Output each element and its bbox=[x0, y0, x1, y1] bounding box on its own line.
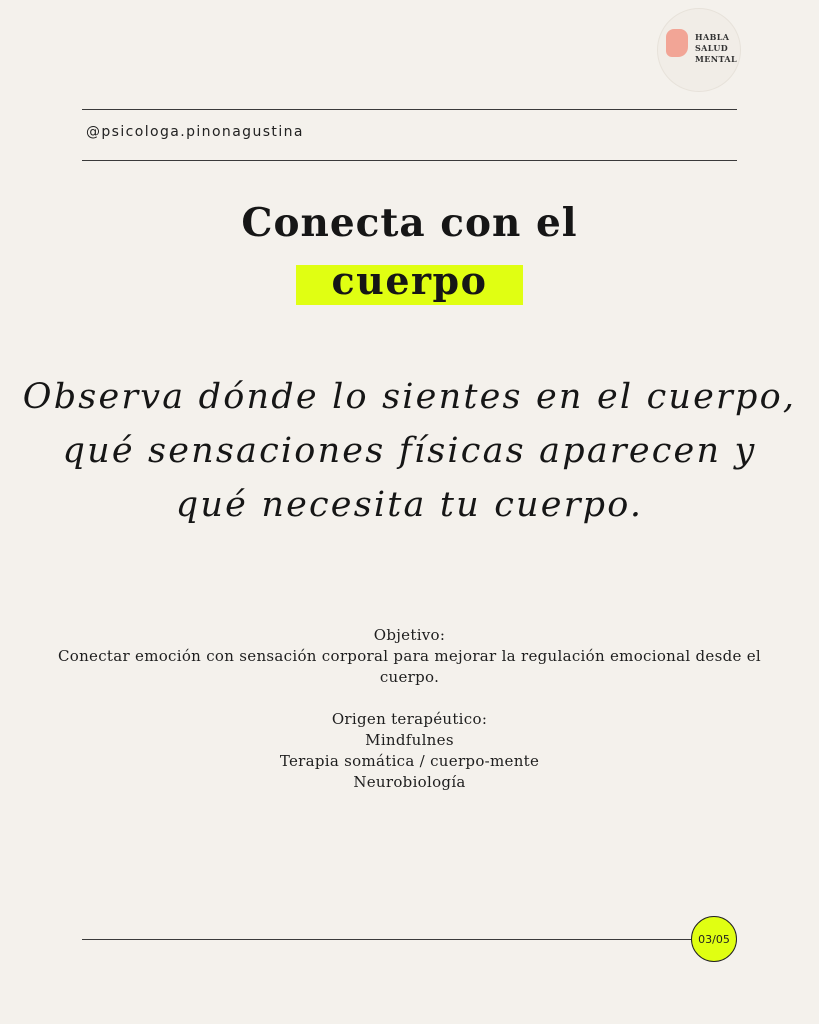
author-handle: @psicologa.pinonagustina bbox=[86, 124, 304, 140]
logo-line: HABLA bbox=[695, 32, 730, 42]
page-indicator: 03/05 bbox=[691, 916, 737, 962]
page-title: Conecta con el bbox=[241, 200, 578, 246]
footer-divider bbox=[82, 939, 694, 940]
origin-item: Neurobiología bbox=[353, 773, 466, 791]
head-silhouette-icon bbox=[666, 29, 688, 57]
header-divider bbox=[82, 160, 737, 161]
highlighted-word: cuerpo bbox=[331, 258, 488, 303]
logo-text bbox=[695, 32, 737, 65]
top-divider bbox=[82, 109, 737, 110]
logo-line: MENTAL bbox=[695, 54, 738, 64]
info-block bbox=[40, 625, 779, 793]
logo-line: SALUD bbox=[695, 43, 729, 53]
objective-text: Conectar emoción con sensación corporal para mejorar la regulación emocional desde el cuerpo. bbox=[57, 647, 762, 686]
brand-logo bbox=[657, 8, 741, 92]
main-quote: Observa dónde lo sientes en el cuerpo, qué sensaciones físicas aparecen y qué necesita tu cuerpo. bbox=[22, 377, 797, 525]
origin-label: Origen terapéutico: bbox=[331, 710, 488, 728]
spacer bbox=[40, 688, 779, 709]
origin-item: Mindfulnes bbox=[365, 731, 454, 749]
origin-item: Terapia somática / cuerpo-mente bbox=[279, 752, 540, 770]
objective-label: Objetivo: bbox=[373, 626, 446, 644]
